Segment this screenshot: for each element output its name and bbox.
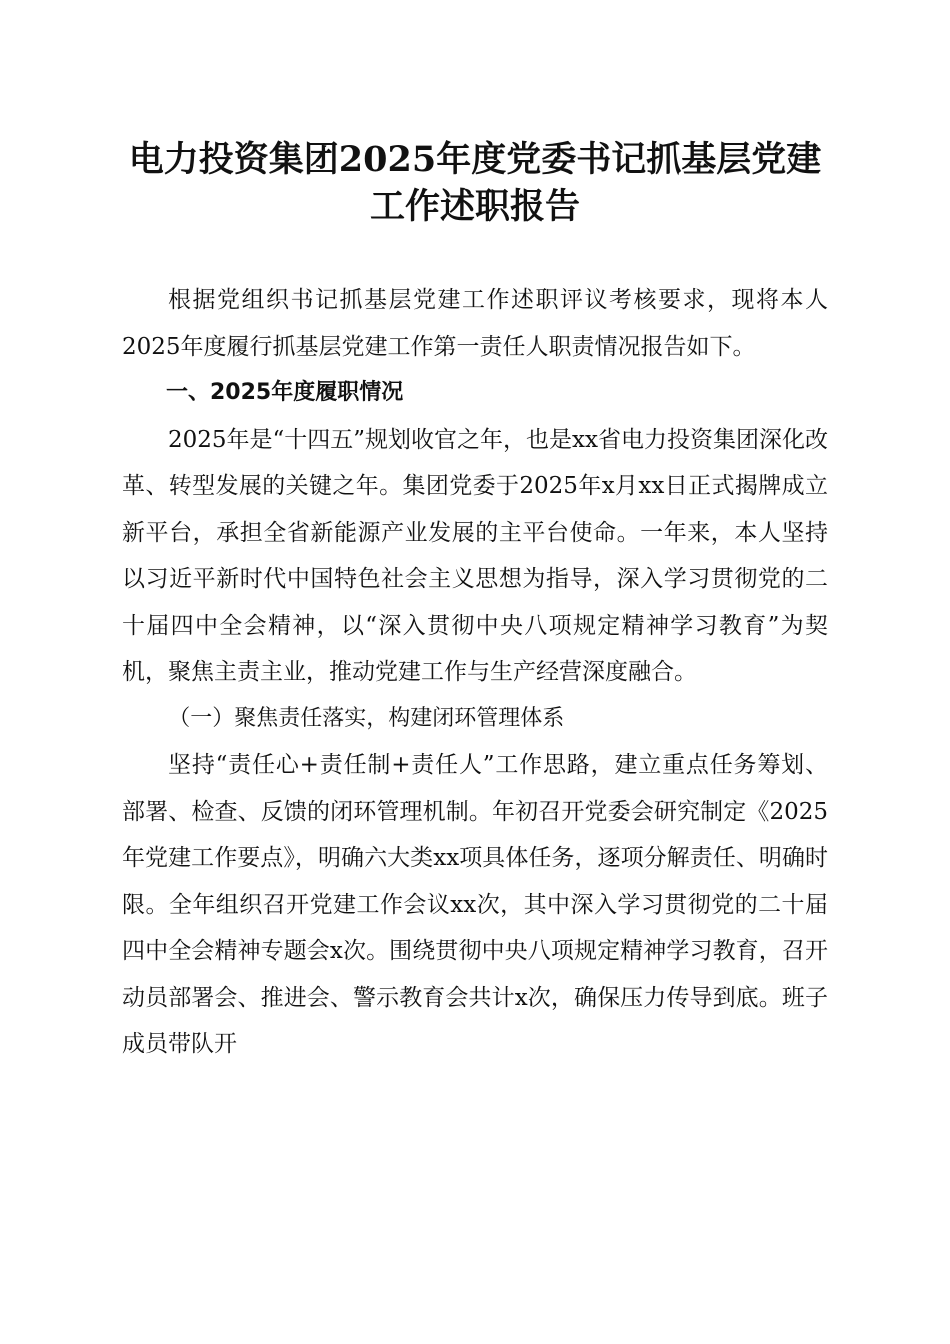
intro-paragraph: 根据党组织书记抓基层党建工作述职评议考核要求，现将本人2025年度履行抓基层党建工作第一责任人职责情况报告如下。 xyxy=(122,287,828,360)
document-title-line-1: 电力投资集团2025年度党委书记抓基层党建 xyxy=(128,139,822,180)
subsection-1-paragraph: 坚持“责任心+责任制+责任人”工作思路，建立重点任务筹划、部署、检查、反馈的闭环管理机制。年初召开党委会研究制定《2025年党建工作要点》，明确六大类xx项具体任务，逐项分解责任、明确时限。全年组织召开党建工作会议xx次，其中深入学习贯彻党的二十届四中全会精神专题会x次。围绕贯彻中央八项规定精神学习教育，召开动员部署会、推进会、警示教育会共计x次，确保压力传导到底。班子成员带队开 xyxy=(122,752,828,1057)
document-body xyxy=(122,277,828,1068)
section-1-paragraph: 2025年是“十四五”规划收官之年，也是xx省电力投资集团深化改革、转型发展的关键之年。集团党委于2025年x月xx日正式揭牌成立新平台，承担全省新能源产业发展的主平台使命。一年来，本人坚持以习近平新时代中国特色社会主义思想为指导，深入学习贯彻党的二十届四中全会精神，以“深入贯彻中央八项规定精神学习教育”为契机，聚焦主责主业，推动党建工作与生产经营深度融合。 xyxy=(122,426,828,685)
section-heading-1: 一、2025年度履职情况 xyxy=(166,380,404,405)
document-title-line-2: 工作述职报告 xyxy=(369,186,580,227)
subsection-heading-1: （一）聚焦责任落实，构建闭环管理体系 xyxy=(168,705,565,731)
